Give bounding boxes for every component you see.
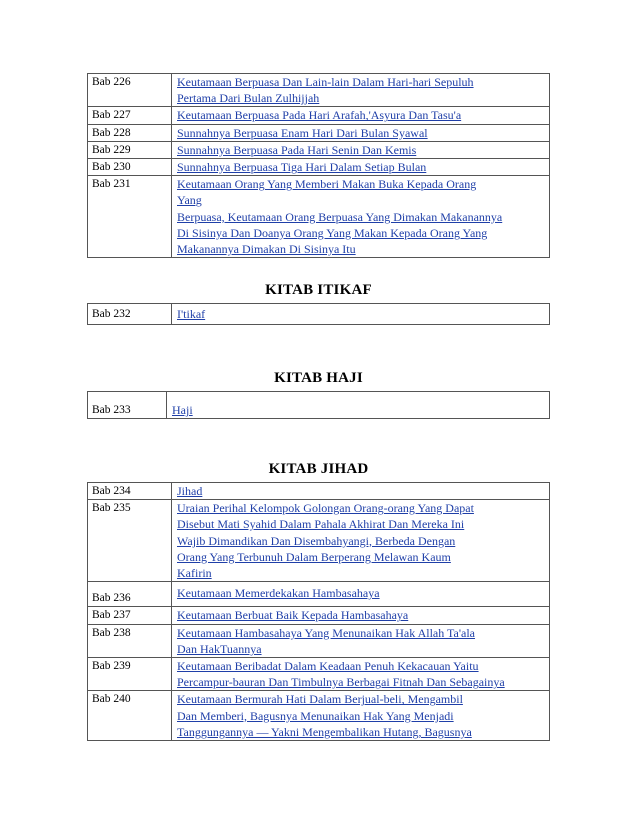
toc-body [88, 304, 550, 325]
bab-number: Bab 239 [88, 658, 172, 691]
bab-number: Bab 240 [88, 691, 172, 741]
heading-kitab-itikaf: KITAB ITIKAF [265, 282, 372, 298]
chapter-title-cell [172, 483, 550, 500]
toc-table-puasa [87, 73, 550, 258]
chapter-title-cell [172, 607, 550, 624]
toc-table-haji [87, 391, 550, 419]
toc-row [88, 304, 550, 325]
chapter-title-cell [172, 159, 550, 176]
chapter-title-cell [172, 107, 550, 124]
chapter-link[interactable]: Makanannya Dimakan Di Sisinya Itu [177, 242, 356, 257]
toc-row [88, 141, 550, 158]
chapter-title-cell [172, 624, 550, 657]
toc-body [88, 483, 550, 741]
chapter-title-cell [172, 500, 550, 582]
chapter-link[interactable]: Berpuasa, Keutamaan Orang Berpuasa Yang Dimakan Makanannya [177, 209, 503, 224]
chapter-link[interactable]: Uraian Perihal Kelompok Golongan Orang-orang Yang Dapat [177, 501, 474, 516]
toc-row [88, 582, 550, 607]
toc-body [88, 74, 550, 258]
chapter-link[interactable]: Di Sisinya Dan Doanya Orang Yang Makan Kepada Orang Yang [177, 225, 488, 240]
toc-row [88, 483, 550, 500]
chapter-link[interactable]: Jihad [177, 484, 203, 498]
bab-number: Bab 226 [88, 74, 172, 107]
chapter-link[interactable]: Tanggungannya — Yakni Mengembalikan Hutang, Bagusnya [177, 724, 472, 739]
heading-kitab-haji: KITAB HAJI [274, 370, 363, 386]
toc-row [88, 176, 550, 258]
chapter-link[interactable]: Keutamaan Bermurah Hati Dalam Berjual-beli, Mengambil [177, 692, 463, 707]
toc-row [88, 159, 550, 176]
bab-number: Bab 228 [88, 124, 172, 141]
bab-number: Bab 227 [88, 107, 172, 124]
chapter-link[interactable]: Sunnahnya Berpuasa Enam Hari Dari Bulan Syawal [177, 125, 428, 140]
chapter-title-cell [172, 304, 550, 325]
chapter-link[interactable]: Keutamaan Memerdekakan Hambasahaya [177, 586, 380, 601]
chapter-link[interactable]: Keutamaan Orang Yang Memberi Makan Buka Kepada Orang [177, 177, 477, 192]
chapter-link[interactable]: Haji [172, 403, 193, 417]
toc-row [88, 74, 550, 107]
chapter-link[interactable]: Sunnahnya Berpuasa Tiga Hari Dalam Setiap Bulan [177, 160, 427, 175]
chapter-title-cell [167, 392, 550, 419]
toc-row [88, 624, 550, 657]
chapter-link[interactable]: Yang [177, 193, 202, 208]
chapter-link[interactable]: Keutamaan Beribadat Dalam Keadaan Penuh Kekacauan Yaitu [177, 659, 479, 674]
chapter-link[interactable]: Sunnahnya Berpuasa Pada Hari Senin Dan Kemis [177, 142, 417, 157]
bab-number: Bab 238 [88, 624, 172, 657]
toc-row [88, 658, 550, 691]
toc-row [88, 107, 550, 124]
chapter-link[interactable]: Pertama Dari Bulan Zulhijjah [177, 91, 320, 106]
bab-number: Bab 234 [88, 483, 172, 500]
chapter-link[interactable]: Disebut Mati Syahid Dalam Pahala Akhirat Dan Mereka Ini [177, 517, 465, 532]
bab-number: Bab 235 [88, 500, 172, 582]
toc-row [88, 607, 550, 624]
bab-number: Bab 229 [88, 141, 172, 158]
chapter-link[interactable]: Wajib Dimandikan Dan Disembahyangi, Berbeda Dengan [177, 533, 456, 548]
chapter-title-cell [172, 124, 550, 141]
chapter-title-cell [172, 176, 550, 258]
chapter-link[interactable]: Kafirin [177, 566, 212, 581]
chapter-link[interactable]: Keutamaan Hambasahaya Yang Menunaikan Hak Allah Ta'ala [177, 625, 476, 640]
toc-table-itikaf [87, 303, 550, 325]
chapter-link[interactable]: Orang Yang Terbunuh Dalam Berperang Melawan Kaum [177, 549, 451, 564]
toc-body [88, 392, 550, 419]
chapter-title-cell [172, 658, 550, 691]
chapter-title-cell [172, 141, 550, 158]
toc-row [88, 500, 550, 582]
toc-table-jihad [87, 482, 550, 741]
chapter-title-cell [172, 691, 550, 741]
chapter-link[interactable]: Keutamaan Berpuasa Pada Hari Arafah,'Asyura Dan Tasu'a [177, 108, 462, 123]
chapter-link[interactable]: Keutamaan Berbuat Baik Kepada Hambasahaya [177, 608, 409, 623]
chapter-link[interactable]: Dan HakTuannya [177, 641, 262, 656]
heading-kitab-jihad: KITAB JIHAD [268, 461, 369, 477]
chapter-link[interactable]: Percampur-bauran Dan Timbulnya Berbagai Fitnah Dan Sebagainya [177, 675, 505, 690]
chapter-title-cell [172, 582, 550, 607]
bab-number: Bab 230 [88, 159, 172, 176]
toc-row [88, 392, 550, 419]
bab-number: Bab 233 [88, 392, 167, 419]
bab-number: Bab 232 [88, 304, 172, 325]
bab-number: Bab 231 [88, 176, 172, 258]
chapter-link[interactable]: I'tikaf [177, 307, 206, 321]
chapter-link[interactable]: Keutamaan Berpuasa Dan Lain-lain Dalam Hari-hari Sepuluh [177, 75, 474, 89]
chapter-link[interactable]: Dan Memberi, Bagusnya Menunaikan Hak Yang Menjadi [177, 708, 454, 723]
toc-row [88, 691, 550, 741]
toc-row [88, 124, 550, 141]
bab-number: Bab 237 [88, 607, 172, 624]
chapter-title-cell [172, 74, 550, 107]
bab-number: Bab 236 [88, 582, 172, 607]
